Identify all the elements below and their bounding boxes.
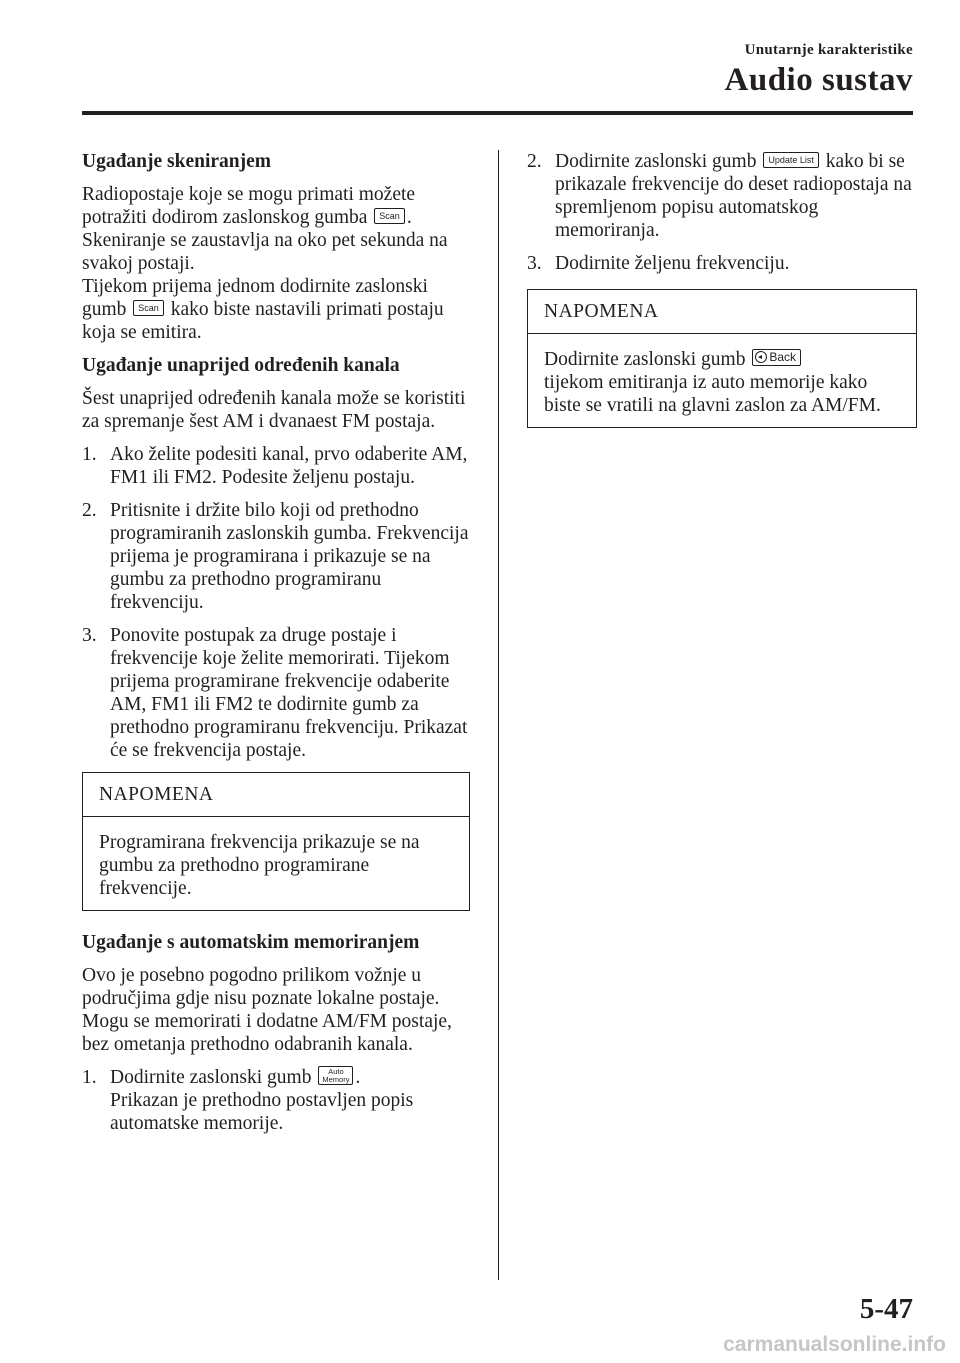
step2-text: Dodirnite zaslonski gumb	[555, 151, 757, 172]
auto-step-2	[527, 150, 917, 242]
step-text	[555, 150, 917, 242]
preset-heading: Ugađanje unaprijed određenih kanala	[82, 355, 400, 376]
auto-memory-button-line2: Memory	[322, 1074, 350, 1084]
auto-step1-end: .	[355, 1067, 361, 1088]
step-number: 2.	[527, 151, 542, 172]
update-list-button: Update List	[763, 152, 819, 168]
preset-step-2	[82, 499, 470, 614]
step-text: Ponovite postupak za druge postaje i frekvencije koje želite memorirati. Tijekom prijema programirane frekvencije odaberite AM, FM1 ili FM2 te dodirnite gumb za prethodno programiranu frekvenciju. Prikazat će se frekvencija postaje.	[110, 625, 468, 761]
note-title: NAPOMENA	[83, 773, 469, 817]
scan-p1-text: Radiopostaje koje se mogu primati možete potražiti dodirom zaslonskog gumba	[82, 184, 416, 228]
step-number: 3.	[82, 625, 97, 646]
auto-memory-paragraph: Ovo je posebno pogodno prilikom vožnje u područjima gdje nisu poznate lokalne postaje. Mogu se memorirati i dodatne AM/FM postaje, bez ometanja prethodno odabranih kanala.	[82, 965, 452, 1055]
header-rule	[82, 111, 913, 115]
scan-p2-text: Skeniranje se zaustavlja na oko pet sekunda na svakoj postaji.	[82, 230, 448, 274]
step-text: Ako želite podesiti kanal, prvo odaberite AM, FM1 ili FM2. Podesite željenu postaju.	[110, 444, 468, 488]
scan-button: Scan	[374, 208, 405, 224]
page-number: 5-47	[859, 1293, 913, 1325]
back-button	[752, 349, 801, 366]
section-label: Unutarnje karakteristike	[744, 42, 913, 58]
note-title: NAPOMENA	[528, 290, 916, 334]
note-box-1	[82, 772, 470, 911]
column-divider	[498, 150, 499, 1280]
scan-p1-end: .	[406, 207, 412, 228]
scan-paragraph-1	[82, 183, 470, 344]
right-column	[527, 150, 917, 448]
left-column	[82, 150, 470, 1145]
watermark: carmanualsonline.info	[723, 1333, 946, 1356]
back-button-label: Back	[769, 350, 797, 365]
auto-step-3	[527, 252, 917, 275]
page-title: Audio sustav	[724, 62, 913, 98]
step-text: Dodirnite željenu frekvenciju.	[555, 253, 790, 274]
scan-p3-text: Tijekom prijema jednom dodirnite zaslonski gumb	[82, 276, 428, 320]
note-box-2	[527, 289, 917, 428]
step-number: 1.	[82, 1067, 97, 1088]
auto-memory-button-line1: Auto	[328, 1067, 344, 1077]
preset-step-1	[82, 443, 470, 489]
back-arrow-icon	[755, 351, 767, 363]
auto-step-1	[82, 1066, 470, 1135]
note-body: Programirana frekvencija prikazuje se na gumbu za prethodno programirane frekvencije.	[99, 832, 420, 899]
scan-button-2: Scan	[133, 300, 164, 316]
note2-text: Dodirnite zaslonski gumb	[544, 349, 746, 370]
preset-step-3	[82, 624, 470, 762]
step-text	[110, 1066, 470, 1135]
step-text: Pritisnite i držite bilo koji od prethodno programiranih zaslonskih gumba. Frekvencija prijema je programirana i prikazuje se na gumbu za prethodno programiranu frekvenciju.	[110, 500, 469, 613]
note2-text-2: tijekom emitiranja iz auto memorije kako biste se vratili na glavni zaslon za AM/FM.	[544, 372, 881, 416]
auto-step1-text-2: Prikazan je prethodno postavljen popis automatske memorije.	[110, 1090, 414, 1134]
preset-paragraph: Šest unaprijed određenih kanala može se koristiti za spremanje šest AM i dvanaest FM postaja.	[82, 388, 466, 432]
step-number: 1.	[82, 444, 97, 465]
scan-p3-end: kako biste nastavili primati postaju koja se emitira.	[82, 299, 444, 343]
scan-heading: Ugađanje skeniranjem	[82, 151, 272, 172]
step-number: 2.	[82, 500, 97, 521]
step2-text-2: kako bi se prikazale frekvencije do deset radiopostaja na spremljenom popisu automatskog memoriranja.	[555, 151, 912, 241]
note-body	[528, 334, 916, 427]
auto-memory-button	[318, 1066, 353, 1085]
step-number: 3.	[527, 253, 542, 274]
auto-memory-heading: Ugađanje s automatskim memoriranjem	[82, 932, 420, 953]
auto-step1-text: Dodirnite zaslonski gumb	[110, 1067, 312, 1088]
